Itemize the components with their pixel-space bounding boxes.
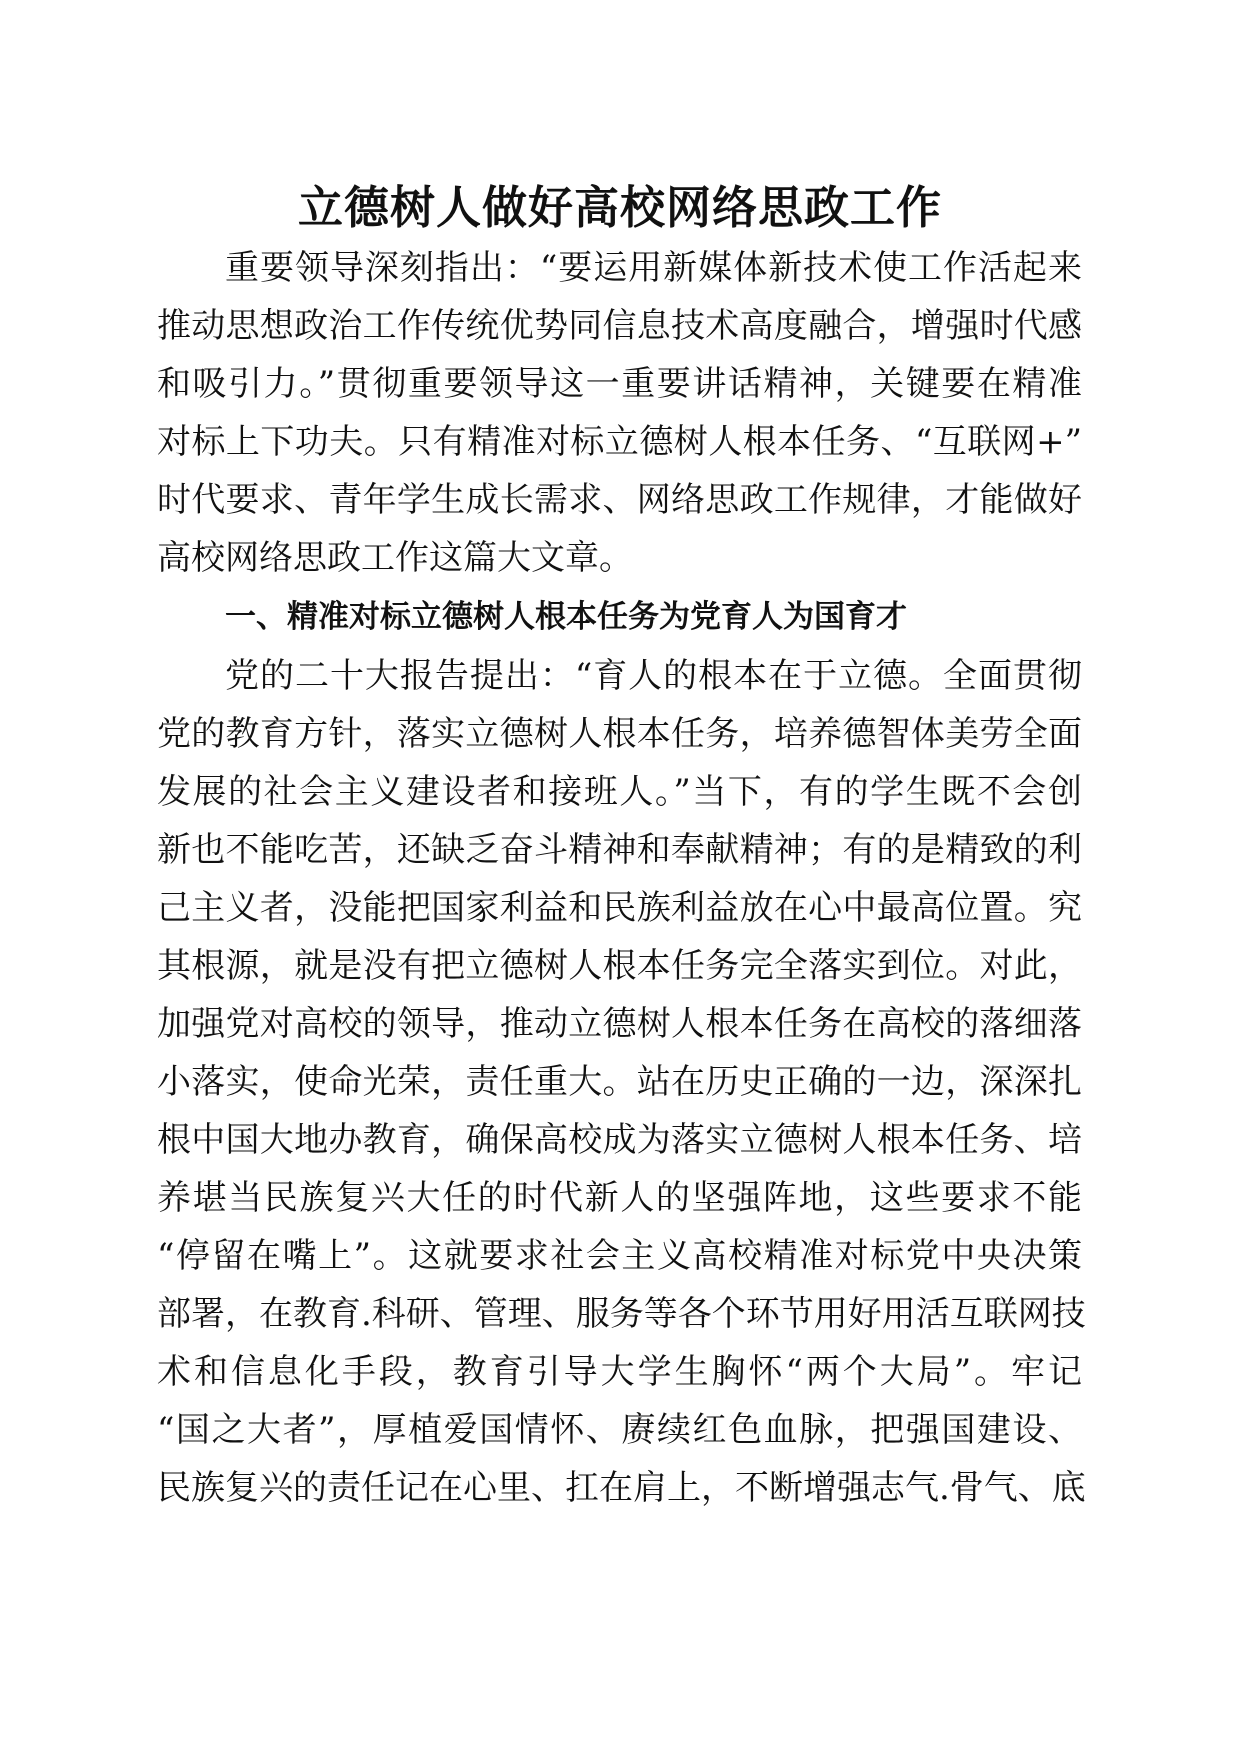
- body-line: 党的教育方针，落实立德树人根本任务，培养德智体美劳全面: [157, 714, 1082, 754]
- body-line: 部署，在教育.科研、管理、服务等各个环节用好用活互联网技: [157, 1294, 1086, 1334]
- intro-line: 时代要求、青年学生成长需求、网络思政工作规律，才能做好: [157, 480, 1082, 520]
- body-line: 术和信息化手段，教育引导大学生胸怀“两个大局”。牢记: [157, 1352, 1082, 1392]
- body-line: “国之大者”，厚植爱国情怀、赓续红色血脉，把强国建设、: [157, 1410, 1082, 1450]
- body-line: 根中国大地办教育，确保高校成为落实立德树人根本任务、培: [157, 1120, 1082, 1160]
- intro-line: 和吸引力。”贯彻重要领导这一重要讲话精神，关键要在精准: [157, 364, 1082, 404]
- body-line: 新也不能吃苦，还缺乏奋斗精神和奉献精神；有的是精致的利: [157, 830, 1082, 870]
- body-line: 党的二十大报告提出：“育人的根本在于立德。全面贯彻: [225, 656, 1082, 696]
- body-line: 其根源，就是没有把立德树人根本任务完全落实到位。对此，: [157, 946, 1082, 986]
- intro-line: 对标上下功夫。只有精准对标立德树人根本任务、“互联网+”: [157, 422, 1083, 462]
- body-line: 小落实，使命光荣，责任重大。站在历史正确的一边，深深扎: [157, 1062, 1082, 1102]
- section-heading: 一、精准对标立德树人根本任务为党育人为国育才: [225, 599, 907, 635]
- body-line: 民族复兴的责任记在心里、扛在肩上，不断增强志气.骨气、底: [157, 1468, 1086, 1508]
- body-line: “停留在嘴上”。这就要求社会主义高校精准对标党中央决策: [157, 1236, 1082, 1276]
- intro-line: 重要领导深刻指出：“要运用新媒体新技术使工作活起来: [225, 248, 1082, 288]
- intro-line: 推动思想政治工作传统优势同信息技术高度融合，增强时代感: [157, 306, 1082, 346]
- body-line: 发展的社会主义建设者和接班人。”当下，有的学生既不会创: [157, 772, 1082, 812]
- intro-line: 高校网络思政工作这篇大文章。: [157, 538, 633, 578]
- body-line: 加强党对高校的领导，推动立德树人根本任务在高校的落细落: [157, 1004, 1082, 1044]
- document-title: 立德树人做好高校网络思政工作: [297, 181, 942, 234]
- body-line: 养堪当民族复兴大任的时代新人的坚强阵地，这些要求不能: [157, 1178, 1082, 1218]
- body-line: 己主义者，没能把国家利益和民族利益放在心中最高位置。究: [157, 888, 1082, 928]
